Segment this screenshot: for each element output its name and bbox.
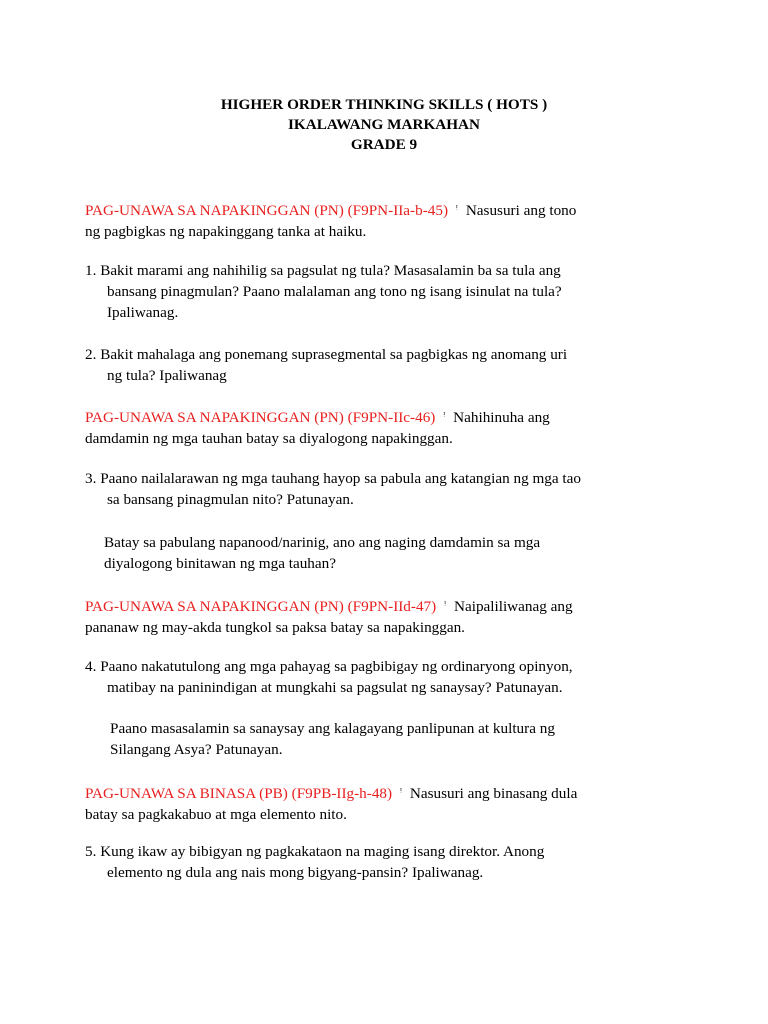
- question-line: ng tula? Ipaliwanag: [107, 367, 227, 384]
- question-2: [85, 344, 705, 386]
- competency-text: Naipaliliwanag ang: [454, 598, 573, 615]
- header-quarter: IKALAWANG MARKAHAN: [288, 116, 480, 133]
- question-line: Ipaliwanag.: [107, 304, 179, 321]
- question-5: [85, 841, 705, 883]
- competency-code: PAG-UNAWA SA NAPAKINGGAN (PN) (F9PN-IId-47): [85, 598, 437, 615]
- question-line: diyalogong binitawan ng mga tauhan?: [104, 555, 336, 572]
- competency-text-continued: batay sa pagkakabuo at mga elemento nito.: [85, 806, 347, 823]
- question-line: matibay na paninindigan at mungkahi sa pagsulat ng sanaysay? Patunayan.: [107, 679, 563, 696]
- section-competency-3: [85, 594, 705, 638]
- question-line: 5. Kung ikaw ay bibigyan ng pagkakataon na maging isang direktor. Anong: [85, 843, 545, 860]
- document-header: [0, 95, 768, 155]
- competency-code: PAG-UNAWA SA BINASA (PB) (F9PB-IIg-h-48): [85, 785, 393, 802]
- competency-text: Nasusuri ang tono: [465, 202, 577, 219]
- section-competency-2: [85, 405, 705, 449]
- question-line: elemento ng dula ang nais mong bigyang-pansin? Ipaliwanag.: [107, 864, 484, 881]
- competency-text-continued: damdamin ng mga tauhan batay sa diyalogong napakinggan.: [85, 430, 453, 447]
- competency-text: Nahihinuha ang: [453, 409, 550, 426]
- question-3-followup: [104, 532, 724, 574]
- competency-text-continued: pananaw ng may-akda tungkol sa paksa batay sa napakinggan.: [85, 619, 465, 636]
- competency-text-continued: ng pagbigkas ng napakinggang tanka at haiku.: [85, 223, 367, 240]
- question-line: Silangang Asya? Patunayan.: [110, 741, 283, 758]
- header-grade: GRADE 9: [350, 136, 418, 153]
- competency-mark-icon: ᵎ: [444, 598, 447, 610]
- question-line: bansang pinagmulan? Paano malalaman ang tono ng isang isinulat na tula?: [107, 283, 562, 300]
- question-line: Paano masasalamin sa sanaysay ang kalagayang panlipunan at kultura ng: [110, 720, 555, 737]
- competency-code: PAG-UNAWA SA NAPAKINGGAN (PN) (F9PN-IIc-46): [85, 409, 436, 426]
- question-4-followup: [110, 718, 730, 760]
- competency-mark-icon: ᵎ: [456, 202, 458, 214]
- question-line: Batay sa pabulang napanood/narinig, ano ang naging damdamin sa mga: [104, 534, 541, 551]
- competency-text: Nasusuri ang binasang dula: [409, 785, 578, 802]
- section-competency-4: [85, 781, 705, 825]
- header-title: HIGHER ORDER THINKING SKILLS ( HOTS ): [220, 96, 548, 113]
- question-line: 2. Bakit mahalaga ang ponemang suprasegmental sa pagbigkas ng anomang uri: [85, 346, 568, 363]
- question-line: 4. Paano nakatutulong ang mga pahayag sa pagbibigay ng ordinaryong opinyon,: [85, 658, 573, 675]
- question-3: [85, 468, 705, 510]
- question-line: 3. Paano nailalarawan ng mga tauhang hayop sa pabula ang katangian ng mga tao: [85, 470, 581, 487]
- competency-code: PAG-UNAWA SA NAPAKINGGAN (PN) (F9PN-IIa-b-45): [85, 202, 449, 219]
- question-line: sa bansang pinagmulan nito? Patunayan.: [107, 491, 354, 508]
- competency-mark-icon: ᵎ: [400, 785, 402, 797]
- question-line: 1. Bakit marami ang nahihilig sa pagsulat ng tula? Masasalamin ba sa tula ang: [85, 262, 561, 279]
- question-1: [85, 260, 705, 323]
- question-4: [85, 656, 705, 698]
- section-competency-1: [85, 198, 705, 242]
- competency-mark-icon: ᵎ: [443, 409, 446, 421]
